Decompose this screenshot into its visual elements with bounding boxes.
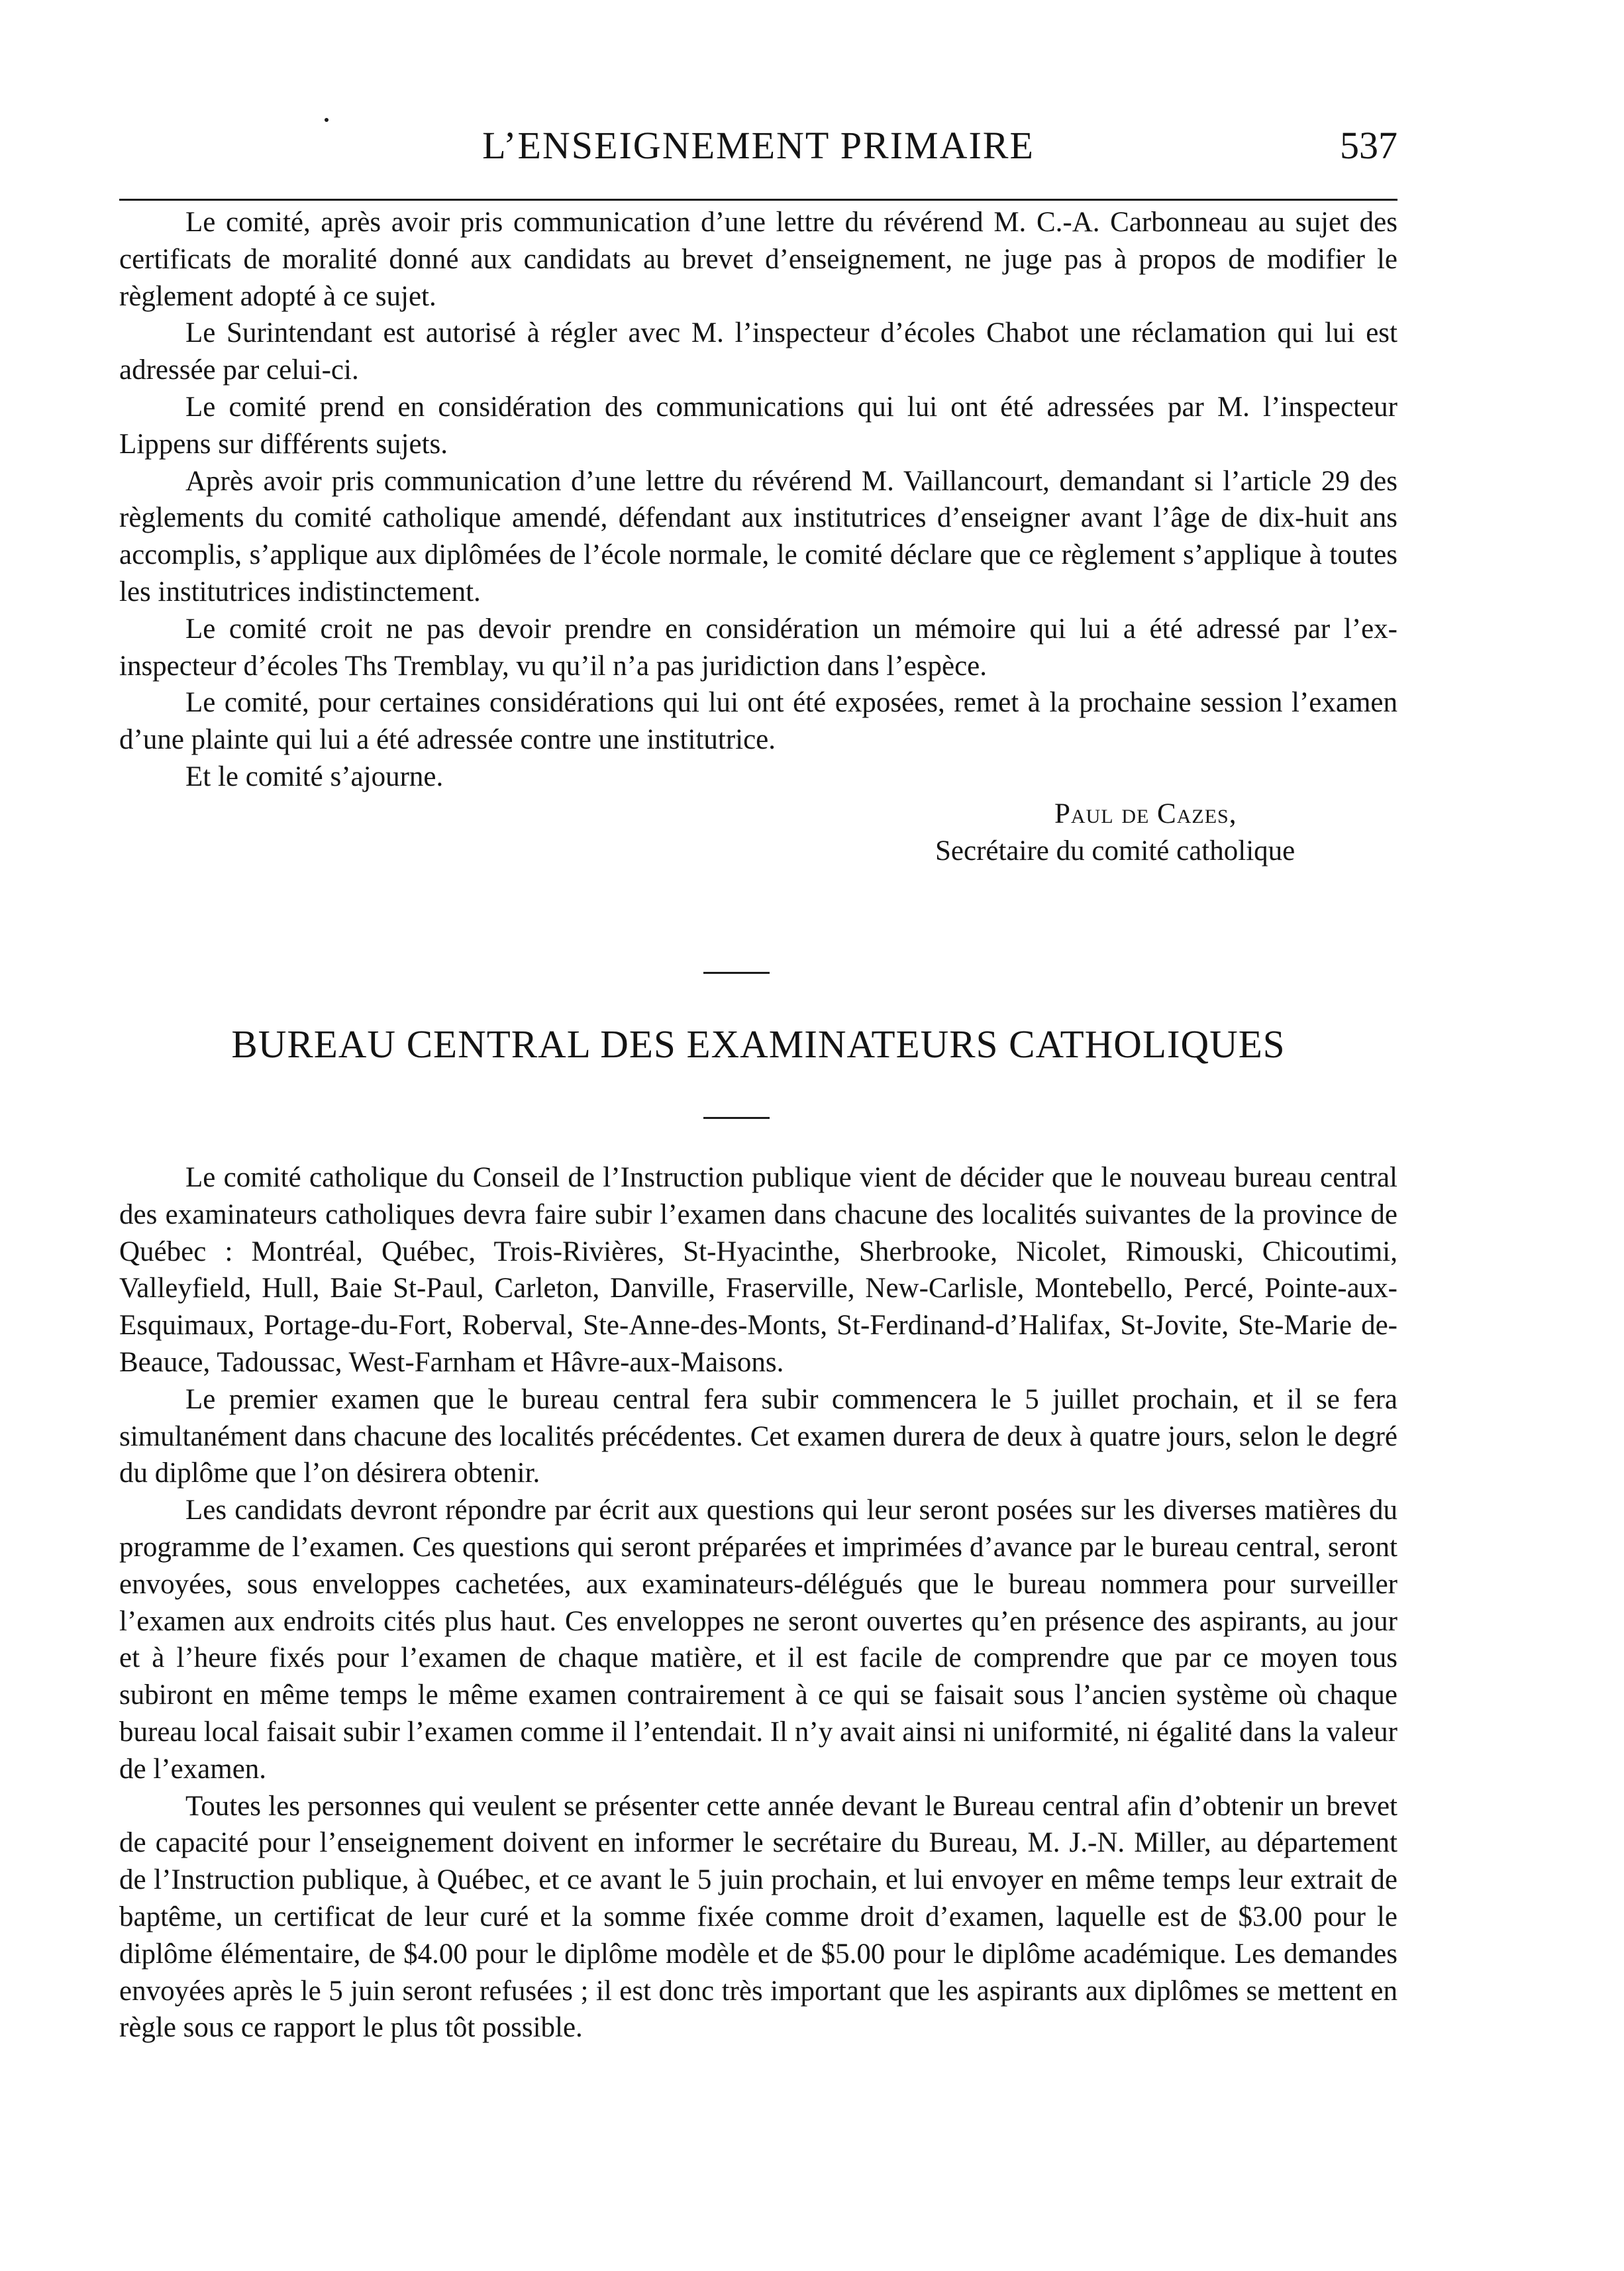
minutes-paragraph-4: Après avoir pris communication d’une lettre du révérend M. Vaillancourt, demandant si l’article 29 des règlements du comité catholique amendé, défendant aux institutrices d’enseigner avant l’âge de dix-huit ans accomplis, s’applique aux diplômées de l’école normale, le comité déclare que ce règlement s’applique à toutes les institutrices indistinctement. xyxy=(119,465,1397,607)
signature-role: Secrétaire du comité catholique xyxy=(935,835,1295,867)
minutes-paragraph-5: Le comité croit ne pas devoir prendre en considération un mémoire qui lui a été adressé par l’ex-inspecteur d’écoles Ths Tremblay, vu qu’il n’a pas juridiction dans l’espèce. xyxy=(119,613,1397,682)
bureau-paragraph-1: Le comité catholique du Conseil de l’Instruction publique vient de décider que le nouveau bureau central des examinateurs catholiques devra faire subir l’examen dans chacune des localités suivantes de la province de Québec : Montréal, Québec, Trois-Rivières, St-Hyacinthe, Sherbrooke, Nicolet, Rimouski, Chicoutimi, Valleyfield, Hull, Baie St-Paul, Carleton, Danville, Fraserville, New-Carlisle, Montebello, Percé, Pointe-aux-Esquimaux, Portage-du-Fort, Roberval, Ste-Anne-des-Monts, St-Ferdinand-d’Halifax, St-Jovite, Ste-Marie de-Beauce, Tadoussac, West-Farnham et Hâvre-aux-Maisons. xyxy=(119,1162,1397,1378)
minutes-paragraph-2: Le Surintendant est autorisé à régler avec M. l’inspecteur d’écoles Chabot une réclamation qui lui est adressée par celui-ci. xyxy=(119,317,1397,386)
page-number: 537 xyxy=(1340,124,1397,167)
section-title: BUREAU CENTRAL DES EXAMINATEURS CATHOLIQUES xyxy=(231,1022,1286,1066)
page-header xyxy=(119,119,1397,185)
section-divider-bottom xyxy=(703,1117,770,1119)
running-title: L’ENSEIGNEMENT PRIMAIRE xyxy=(482,124,1035,167)
bureau-paragraph-3: Les candidats devront répondre par écrit aux questions qui leur seront posées sur les diverses matières du programme de l’examen. Ces questions qui seront préparées et imprimées d’avance par le bureau central, seront envoyées, sous enveloppes cachetées, aux examinateurs-délégués que le bureau nommera pour surveiller l’examen aux endroits cités plus haut. Ces enveloppes ne seront ouvertes qu’en présence des aspirants, au jour et à l’heure fixés pour l’examen de chaque matière, et il est facile de comprendre que par ce moyen tous subiront en même temps le même examen contrairement à ce qui se faisait sous l’ancien système où chaque bureau local faisait subir l’examen comme il l’entendait. Il n’y avait ainsi ni uniformité, ni égalité dans la valeur de l’examen. xyxy=(119,1495,1397,1785)
bureau-paragraph-2: Le premier examen que le bureau central fera subir commencera le 5 juillet prochain, et il se fera simultanément dans chacune des localités précédentes. Cet examen durera de deux à quatre jours, selon le degré du diplôme que l’on désirera obtenir. xyxy=(119,1383,1397,1489)
section-divider-top xyxy=(703,972,770,974)
minutes-paragraph-6: Le comité, pour certaines considérations qui lui ont été exposées, remet à la prochaine session l’examen d’une plainte qui lui a été adressée contre une institutrice. xyxy=(119,687,1397,756)
minutes-paragraph-7: Et le comité s’ajourne. xyxy=(185,761,444,792)
minutes-paragraph-3: Le comité prend en considération des communications qui lui ont été adressées par M. l’inspecteur Lippens sur différents sujets. xyxy=(119,391,1397,460)
signature-name: Paul de Cazes, xyxy=(1054,798,1237,829)
minutes-paragraph-1: Le comité, après avoir pris communication d’une lettre du révérend M. C.-A. Carbonneau au sujet des certificats de moralité donné aux candidats au brevet d’enseignement, ne juge pas à propos de modifier le règlement adopté à ce sujet. xyxy=(119,207,1397,312)
bureau-paragraph-4: Toutes les personnes qui veulent se présenter cette année devant le Bureau central afin d’obtenir un brevet de capacité pour l’enseignement doivent en informer le secrétaire du Bureau, M. J.-N. Miller, au département de l’Instruction publique, à Québec, et ce avant le 5 juin prochain, et lui envoyer en même temps leur extrait de baptême, un certificat de leur curé et la somme fixée comme droit d’examen, laquelle est de $3.00 pour le diplôme élémentaire, de $4.00 pour le diplôme modèle et de $5.00 pour le diplôme académique. Les demandes envoyées après le 5 juin seront refusées ; il est donc très important que les aspirants aux diplômes se mettent en règle sous ce rapport le plus tôt possible. xyxy=(119,1790,1397,2044)
committee-minutes xyxy=(119,204,1397,869)
header-rule xyxy=(119,199,1397,201)
bureau-article xyxy=(119,1159,1397,2046)
